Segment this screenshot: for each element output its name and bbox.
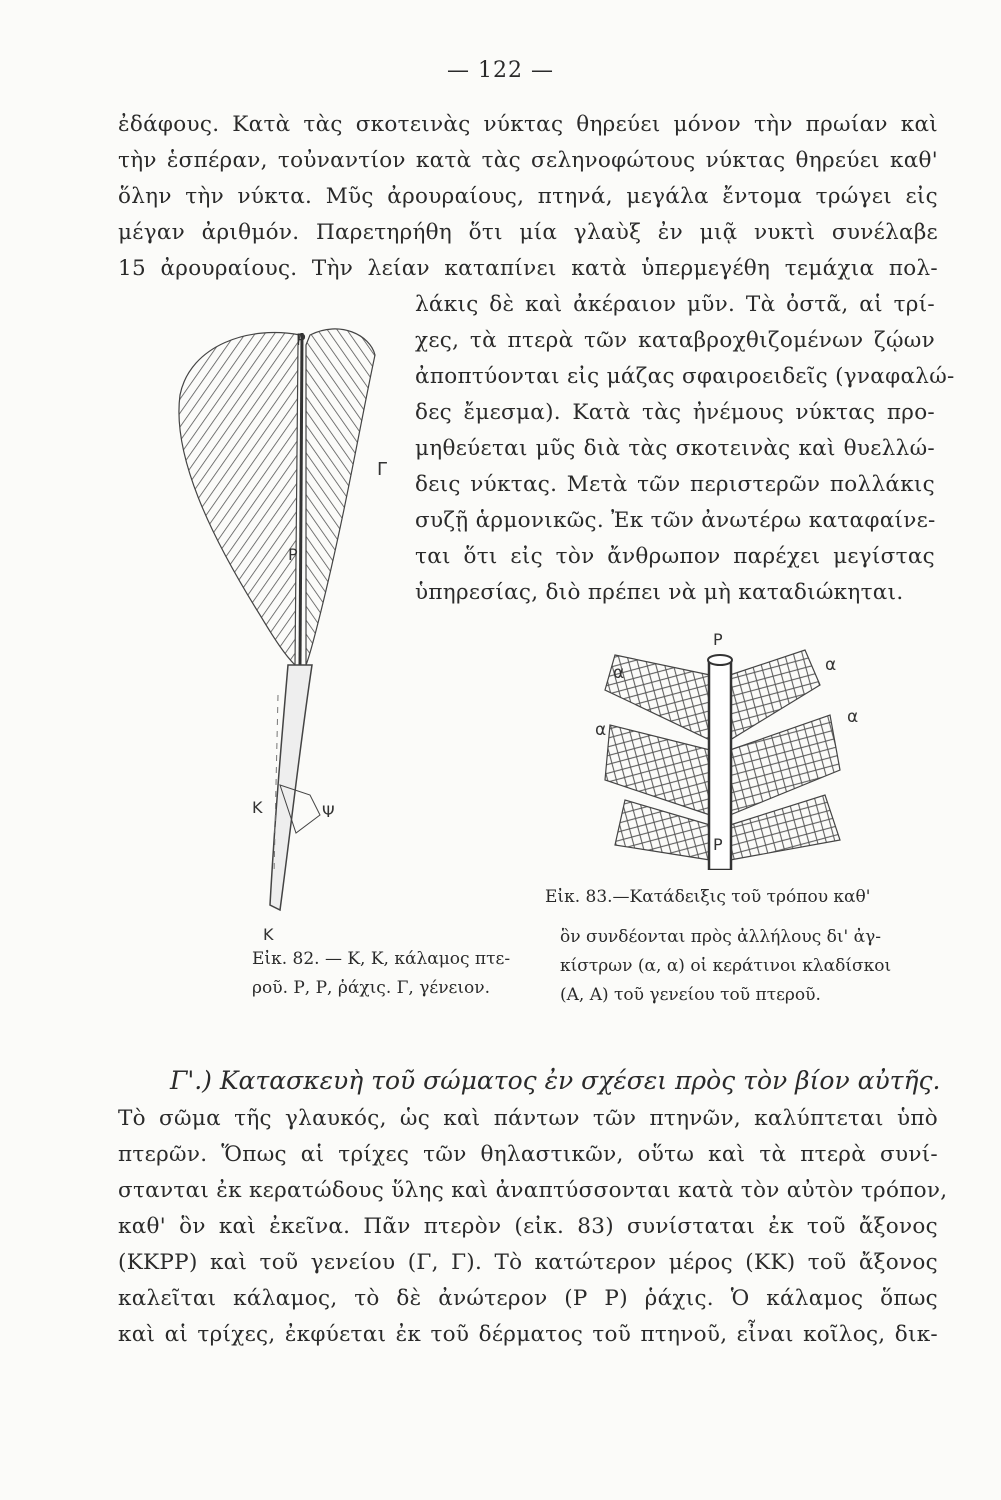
text-line: καὶ αἱ τρίχες, ἐκφύεται ἐκ τοῦ δέρματος τοῦ πτηνοῦ, εἶναι κοῖλος, δικ- — [118, 1322, 938, 1347]
label-alpha: α — [847, 707, 859, 727]
figure83-caption-line: (Α, Α) τοῦ γενείου τοῦ πτεροῦ. — [560, 985, 821, 1005]
label-k-mid: K — [252, 798, 263, 817]
figure82-caption-line: ροῦ. Ρ, Ρ, ῥάχις. Γ, γένειον. — [252, 978, 490, 998]
text-line: ὅλην τὴν νύκτα. Μῦς ἀρουραίους, πτηνά, μεγάλα ἔντομα τρώγει εἰς — [118, 184, 938, 209]
figure83-caption-line: κίστρων (α, α) οἱ κεράτινοι κλαδίσκοι — [560, 956, 892, 976]
feather-structure-diagram — [585, 630, 885, 870]
text-line: συζῇ ἁρμονικῶς. Ἐκ τῶν ἀνωτέρω καταφαίνε- — [415, 508, 936, 533]
text-line: 15 ἀρουραίους. Τὴν λείαν καταπίνει κατὰ ὑπερμεγέθη τεμάχια πολ- — [118, 256, 938, 281]
text-line: δεις νύκτας. Μετὰ τῶν περιστερῶν πολλάκις — [415, 472, 935, 497]
feather-illustration — [170, 315, 400, 945]
figure83-caption-line: Εἰκ. 83.—Κατάδειξις τοῦ τρόπου καθ' — [545, 887, 871, 907]
label-psi: Ψ — [322, 802, 335, 821]
label-p-top: P — [713, 630, 723, 649]
text-line: καθ' ὃν καὶ ἐκεῖνα. Πᾶν πτερὸν (εἰκ. 83) συνίσταται ἐκ τοῦ ἄξονος — [118, 1214, 938, 1239]
text-line: μηθεύεται μῦς διὰ τὰς σκοτεινὰς καὶ θυελλώ- — [415, 436, 935, 461]
page-number: — 122 — — [447, 58, 554, 83]
text-line: καλεῖται κάλαμος, τὸ δὲ ἀνώτερον (Ρ Ρ) ῥάχις. Ὁ κάλαμος ὅπως — [118, 1286, 938, 1311]
section-heading: Γ'.) Κατασκευὴ τοῦ σώματος ἐν σχέσει πρὸς τὸν βίον αὐτῆς. — [170, 1066, 941, 1095]
text-line: χες, τὰ πτερὰ τῶν καταβροχθιζομένων ζῴων — [415, 328, 935, 353]
text-line: ἐδάφους. Κατὰ τὰς σκοτεινὰς νύκτας θηρεύει μόνον τὴν πρωίαν καὶ — [118, 112, 938, 137]
text-line: Τὸ σῶμα τῆς γλαυκός, ὡς καὶ πάντων τῶν πτηνῶν, καλύπτεται ὑπὸ — [118, 1106, 938, 1131]
label-p-bottom: P — [713, 835, 723, 854]
figure83-caption-line: ὃν συνδέονται πρὸς ἀλλήλους δι' ἀγ- — [560, 927, 881, 947]
text-line: πτερῶν. Ὅπως αἱ τρίχες τῶν θηλαστικῶν, οὕτω καὶ τὰ πτερὰ συνί- — [118, 1142, 938, 1167]
text-line: ὑπηρεσίας, διὸ πρέπει νὰ μὴ καταδιώκηται. — [415, 580, 904, 605]
text-line: τὴν ἑσπέραν, τοὐναντίον κατὰ τὰς σεληνοφώτους νύκτας θηρεύει καθ' — [118, 148, 938, 173]
text-line: δες ἔμεσμα). Κατὰ τὰς ἠνέμους νύκτας προ- — [415, 400, 935, 425]
text-line: μέγαν ἀριθμόν. Παρετηρήθη ὅτι μία γλαὺξ ἐν μιᾷ νυκτὶ συνέλαβε — [118, 220, 938, 245]
text-line: ἀποπτύονται εἰς μάζας σφαιροειδεῖς (γναφαλώ- — [415, 364, 955, 389]
label-k-bottom: K — [263, 925, 274, 944]
figure82-caption-line: Εἰκ. 82. — Κ, Κ, κάλαμος πτε- — [252, 949, 511, 969]
label-p-top: P — [296, 330, 306, 349]
label-alpha: α — [595, 720, 607, 740]
text-line: λάκις δὲ καὶ ἀκέραιον μῦν. Τὰ ὀστᾶ, αἱ τρί- — [415, 292, 935, 317]
text-line: ται ὅτι εἰς τὸν ἄνθρωπον παρέχει μεγίστας — [415, 544, 935, 569]
label-alpha: α — [613, 663, 625, 683]
text-line: στανται ἐκ κερατώδους ὕλης καὶ ἀναπτύσσονται κατὰ τὸν αὐτὸν τρόπον, — [118, 1178, 948, 1203]
text-line: (ΚΚΡΡ) καὶ τοῦ γενείου (Γ, Γ). Τὸ κατώτερον μέρος (ΚΚ) τοῦ ἄξονος — [118, 1250, 938, 1275]
label-alpha: α — [825, 655, 837, 675]
label-p-mid: P — [288, 545, 298, 564]
label-gamma: Γ — [377, 459, 388, 480]
